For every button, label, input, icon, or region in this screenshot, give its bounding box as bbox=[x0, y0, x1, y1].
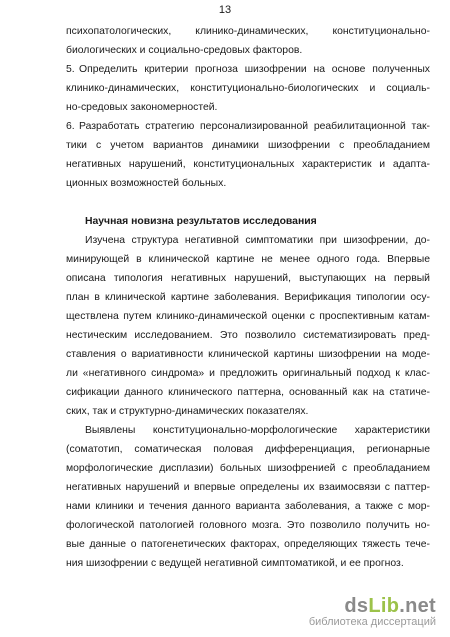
page-number: 13 bbox=[218, 4, 232, 16]
list-item-line: но-средовых закономерностей. bbox=[66, 102, 218, 113]
list-item-line: ционных возможностей больных. bbox=[66, 178, 227, 189]
paragraph-line: план в клинической картине заболевания. Верификация типологии осу- bbox=[66, 292, 430, 303]
list-item-line: Определить критерии прогноза шизофрении на основе полученных bbox=[79, 64, 430, 75]
paragraph-line: сификации данного клинического паттерна, основанный как на статиче- bbox=[66, 387, 430, 398]
list-item-line: Разработать стратегию персонализированной реабилитационной так- bbox=[79, 121, 430, 132]
section-heading: Научная новизна результатов исследования bbox=[85, 216, 317, 227]
paragraph-line: нестическим исследованием. Это позволило систематизировать пред- bbox=[66, 330, 430, 341]
list-continuation-line: биологических и социально-средовых факторов. bbox=[66, 45, 303, 56]
list-item-number: 5. bbox=[66, 64, 75, 75]
paragraph bbox=[66, 421, 430, 573]
paragraph-line: вые данные о патогенетических факторах, определяющих тяжесть тече- bbox=[66, 539, 430, 550]
list-item-number: 6. bbox=[66, 121, 75, 132]
list-continuation-line: психопатологических, клинико-динамических, конституционально- bbox=[66, 26, 430, 37]
paragraph-line: (соматотип, соматическая половая дифференциация, регионарные bbox=[66, 444, 430, 455]
list-item-line: негативных нарушений, конституциональных характеристик и адапта- bbox=[66, 159, 430, 170]
document-body bbox=[66, 22, 430, 573]
list-item-line: тики с учетом вариантов динамики шизофрении с преобладанием bbox=[66, 140, 430, 151]
logo-net: .net bbox=[399, 595, 436, 617]
dslib-logo bbox=[309, 596, 436, 616]
paragraph-line: морфологические дисплазии) больных шизофренией с преобладанием bbox=[66, 463, 430, 474]
logo-lib: Lib bbox=[368, 595, 400, 617]
paragraph-line: ставления о вариативности клинической картины шизофрении на моде- bbox=[66, 349, 430, 360]
paragraph-line: ния шизофрении с ведущей негативной симптоматикой, и ее прогноз. bbox=[66, 558, 404, 569]
paragraph-line: Изучена структура негативной симптоматики при шизофрении, до- bbox=[85, 235, 430, 246]
paragraph-line: Выявлены конституционально-морфологические характеристики bbox=[85, 425, 430, 436]
paragraph-line: описана типология негативных нарушений, выступающих на первый bbox=[66, 273, 430, 284]
list-item-line: клинико-динамических, конституционально-биологических и социаль- bbox=[66, 83, 430, 94]
paragraph-line: фологической патологией головного мозга. Это позволило получить но- bbox=[66, 520, 430, 531]
list-item bbox=[66, 60, 430, 117]
paragraph-line: нами клиники и течения данного варианта заболевания, а также с мор- bbox=[66, 501, 430, 512]
dslib-watermark bbox=[309, 596, 436, 629]
paragraph-line: минирующей в клинической картине не менее одного года. Впервые bbox=[66, 254, 430, 265]
paragraph-line: ских, так и структурно-динамических показателях. bbox=[66, 406, 309, 417]
list-item bbox=[66, 117, 430, 193]
paragraph bbox=[66, 231, 430, 421]
paragraph-line: ществлена путем клинико-динамической оценки с проспективным катам- bbox=[66, 311, 430, 322]
watermark-subtitle: библиотека диссертаций bbox=[308, 616, 436, 628]
logo-ds: ds bbox=[344, 595, 369, 617]
paragraph-line: негативных нарушений и впервые определены их взаимосвязи с паттер- bbox=[66, 482, 430, 493]
paragraph-line: ли «негативного синдрома» и предложить оригинальный подход к клас- bbox=[66, 368, 430, 379]
